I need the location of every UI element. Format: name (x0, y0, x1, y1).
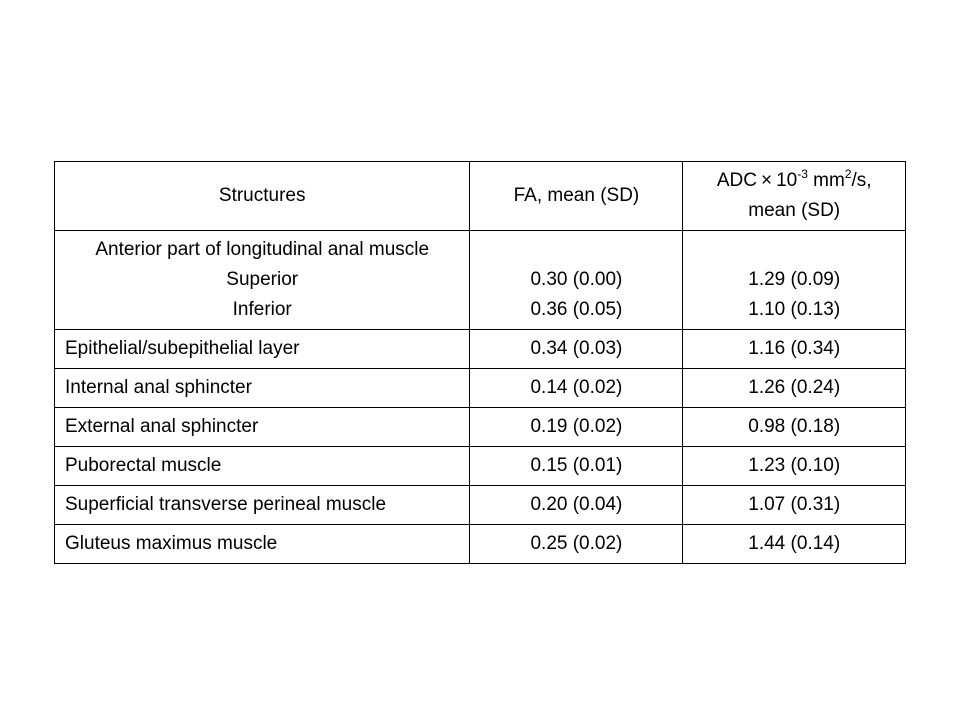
row-fa: 0.20 (0.04) (470, 486, 683, 525)
group-sub1-label: Superior (226, 269, 299, 290)
row-structure: Epithelial/subepithelial layer (55, 330, 470, 369)
table-header-row (55, 162, 906, 231)
row-fa: 0.19 (0.02) (470, 408, 683, 447)
results-table (54, 161, 906, 564)
times-symbol: × (760, 170, 773, 191)
adc-prefix: ADC (716, 170, 757, 191)
group-sub1-fa: 0.30 (0.00) (530, 269, 623, 290)
adc-exponent: -3 (797, 166, 808, 181)
group-fa-cell (470, 231, 683, 330)
group-sub1-adc: 1.29 (0.09) (748, 269, 841, 290)
group-structure-cell (55, 231, 470, 330)
table-row (55, 330, 906, 369)
row-fa: 0.34 (0.03) (470, 330, 683, 369)
header-adc-line1 (693, 166, 895, 196)
row-structure: Puborectal muscle (55, 447, 470, 486)
row-structure: Superficial transverse perineal muscle (55, 486, 470, 525)
row-fa: 0.25 (0.02) (470, 525, 683, 564)
row-structure: External anal sphincter (55, 408, 470, 447)
row-structure: Gluteus maximus muscle (55, 525, 470, 564)
adc-base: 10 (776, 170, 798, 191)
row-adc: 1.44 (0.14) (683, 525, 906, 564)
table-row (55, 447, 906, 486)
header-adc-line2: mean (SD) (748, 200, 841, 221)
header-structures: Structures (55, 162, 470, 231)
row-adc: 1.23 (0.10) (683, 447, 906, 486)
row-structure: Internal anal sphincter (55, 369, 470, 408)
table-row (55, 369, 906, 408)
table-row (55, 525, 906, 564)
row-adc: 1.16 (0.34) (683, 330, 906, 369)
header-adc (683, 162, 906, 231)
row-fa: 0.15 (0.01) (470, 447, 683, 486)
adc-unit-a: mm (813, 170, 845, 191)
group-title: Anterior part of longitudinal anal muscle (95, 239, 430, 260)
row-fa: 0.14 (0.02) (470, 369, 683, 408)
header-fa: FA, mean (SD) (470, 162, 683, 231)
adc-unit-b: /s, (851, 170, 872, 191)
group-sub2-label: Inferior (232, 299, 292, 320)
row-adc: 1.26 (0.24) (683, 369, 906, 408)
row-adc: 0.98 (0.18) (683, 408, 906, 447)
row-adc: 1.07 (0.31) (683, 486, 906, 525)
group-sub2-fa: 0.36 (0.05) (530, 299, 623, 320)
adc-unit-exponent: 2 (844, 166, 852, 181)
group-adc-cell (683, 231, 906, 330)
table-row (55, 486, 906, 525)
table-row-group (55, 231, 906, 330)
table-row (55, 408, 906, 447)
group-sub2-adc: 1.10 (0.13) (748, 299, 841, 320)
